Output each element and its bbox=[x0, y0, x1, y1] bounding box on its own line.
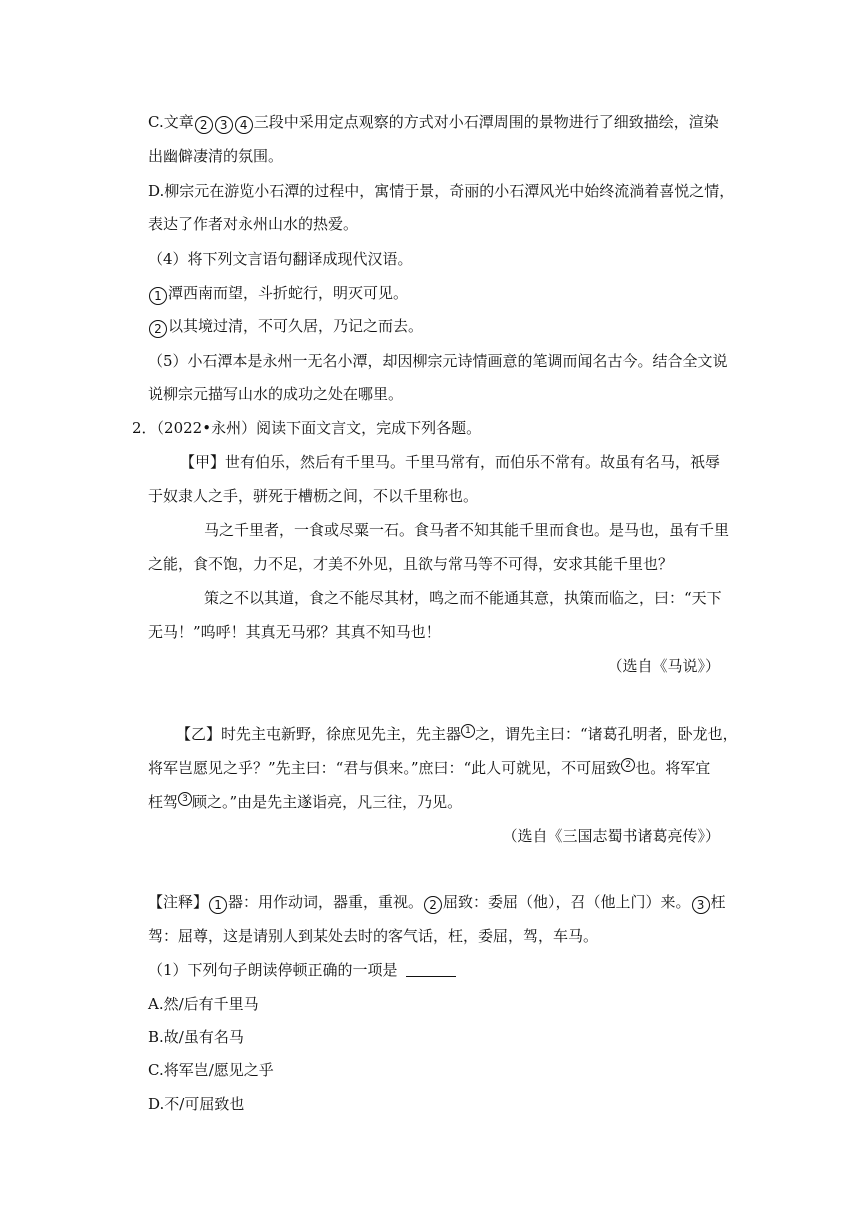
question-1-option-a: A.然/后有千里马 bbox=[148, 995, 259, 1013]
question-4-item-2 bbox=[148, 316, 423, 338]
passage-yi-line3 bbox=[148, 792, 462, 812]
question-2-header: 2．（2022•永州）阅读下面文言文，完成下列各题。 bbox=[132, 419, 482, 437]
option-c-prefix: C.文章 bbox=[148, 113, 194, 131]
question-1-option-d: D.不/可屈致也 bbox=[148, 1095, 245, 1113]
circled-number: 4 bbox=[235, 116, 253, 134]
option-c-text: 三段中采用定点观察的方式对小石潭周围的景物进行了细致描绘，渲染 bbox=[253, 113, 719, 131]
circled-number: 1 bbox=[209, 896, 227, 914]
passage-text: 将军岂愿见之乎？”先主曰：“君与俱来。”庶曰：“此人可就见，不可屈致 bbox=[148, 759, 622, 777]
passage-text: 也。将军宜 bbox=[635, 759, 711, 777]
note-text: 器：用作动词，器重，重视。 bbox=[228, 893, 424, 911]
question-text: （1）下列句子朗读停顿正确的一项是 bbox=[148, 961, 398, 979]
option-c-line1 bbox=[148, 112, 719, 134]
passage-jia-line: 之能，食不饱，力不足，才美不外见，且欲与常马等不可得，安求其能千里也？ bbox=[148, 555, 674, 573]
note-text: 枉 bbox=[710, 893, 726, 911]
option-d-line2: 表达了作者对永州山水的热爱。 bbox=[148, 215, 359, 233]
passage-text: 顾之。”由是先主遂诣亮，凡三往，乃见。 bbox=[192, 793, 463, 811]
passage-jia-line: 无马！”呜呼！其真无马邪？其真不知马也！ bbox=[148, 623, 441, 641]
circled-number: 1 bbox=[149, 287, 167, 305]
option-d-line1: D.柳宗元在游览小石潭的过程中，寓情于景，奇丽的小石潭风光中始终流淌着喜悦之情， bbox=[148, 182, 735, 200]
question-4-stem: （4）将下列文言语句翻译成现代汉语。 bbox=[148, 250, 413, 268]
passage-jia-line: 【甲】世有伯乐，然后有千里马。千里马常有，而伯乐不常有。故虽有名马，祇辱 bbox=[180, 453, 721, 471]
passage-jia-source: （选自《马说》） bbox=[607, 657, 720, 675]
notes-line2: 驾：屈尊，这是请别人到某处去时的客气话，枉，委屈，驾，车马。 bbox=[148, 927, 599, 945]
circled-number: 2 bbox=[424, 896, 442, 914]
item-text: 以其境过清，不可久居，乃记之而去。 bbox=[168, 317, 424, 335]
passage-jia-line: 马之千里者，一食或尽粟一石。食马者不知其能千里而食也。是马也，虽有千里 bbox=[204, 521, 730, 539]
circled-number: 2 bbox=[149, 320, 167, 338]
note-text: 屈致：委屈（他），召（他上门）来。 bbox=[443, 893, 691, 911]
question-5-line1: （5）小石潭本是永州一无名小潭，却因柳宗元诗情画意的笔调而闻名古今。结合全文说 bbox=[148, 352, 728, 370]
option-c-line2: 出幽僻凄清的氛围。 bbox=[148, 147, 284, 165]
passage-text: 【乙】时先主屯新野，徐庶见先主，先主器 bbox=[176, 725, 462, 743]
question-1-option-c: C.将军岂/愿见之乎 bbox=[148, 1061, 274, 1079]
footnote-marker: 3 bbox=[178, 792, 192, 806]
passage-text: 枉驾 bbox=[148, 793, 179, 811]
passage-text: 之，谓先主曰：“诸葛孔明者，卧龙也， bbox=[475, 725, 738, 743]
question-5-line2: 说柳宗元描写山水的成功之处在哪里。 bbox=[148, 385, 404, 403]
passage-yi-line1 bbox=[176, 724, 738, 744]
notes-label: 【注释】 bbox=[148, 893, 209, 911]
answer-blank[interactable] bbox=[406, 962, 456, 977]
circled-number: 2 bbox=[195, 116, 213, 134]
circled-number: 3 bbox=[692, 896, 710, 914]
notes-line1 bbox=[148, 892, 726, 914]
question-1-stem bbox=[148, 960, 456, 980]
footnote-marker: 1 bbox=[461, 724, 475, 738]
passage-yi-line2 bbox=[148, 758, 710, 778]
question-1-option-b: B.故/虽有名马 bbox=[148, 1028, 244, 1046]
footnote-marker: 2 bbox=[621, 758, 635, 772]
passage-jia-line: 策之不以其道，食之不能尽其材，鸣之而不能通其意，执策而临之，曰：“天下 bbox=[204, 589, 722, 607]
passage-yi-source: （选自《三国志蜀书诸葛亮传》） bbox=[502, 827, 720, 845]
question-4-item-1 bbox=[148, 283, 408, 305]
item-text: 潭西南而望，斗折蛇行，明灭可见。 bbox=[168, 284, 409, 302]
passage-jia-line: 于奴隶人之手，骈死于槽枥之间，不以千里称也。 bbox=[148, 487, 479, 505]
circled-number: 3 bbox=[215, 116, 233, 134]
